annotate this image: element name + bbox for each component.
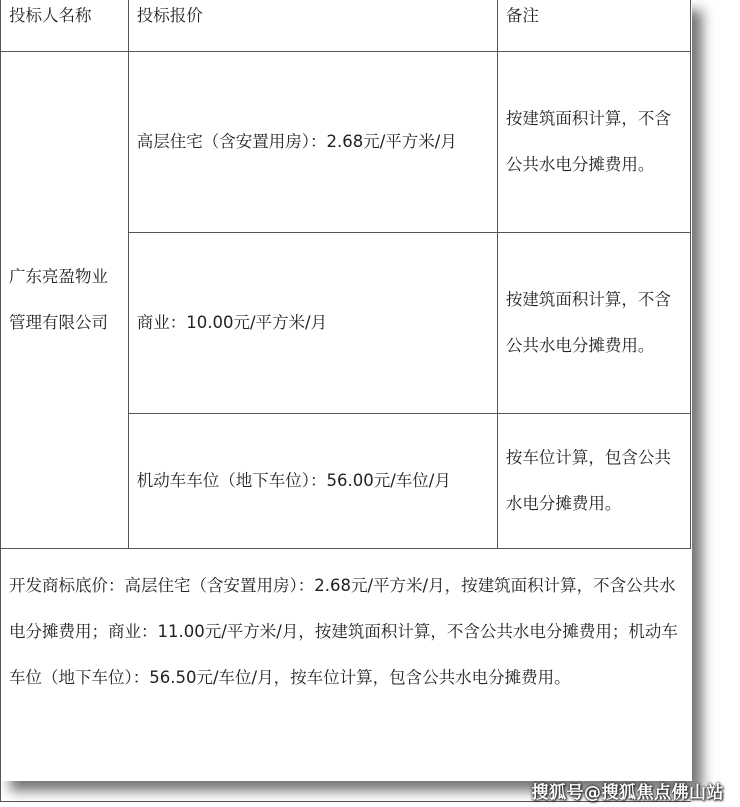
price-residential: 高层住宅（含安置用房）：2.68元/平方米/月 xyxy=(128,52,497,233)
remark-commercial: 按建筑面积计算，不含公共水电分摊费用。 xyxy=(497,233,690,414)
header-row xyxy=(1,0,691,52)
header-price: 投标报价 xyxy=(128,0,497,52)
price-parking: 机动车车位（地下车位）：56.00元/车位/月 xyxy=(128,414,497,549)
price-commercial: 商业：10.00元/平方米/月 xyxy=(128,233,497,414)
header-bidder: 投标人名称 xyxy=(1,0,129,52)
remark-residential: 按建筑面积计算，不含公共水电分摊费用。 xyxy=(497,52,690,233)
developer-base-price: 开发商标底价：高层住宅（含安置用房）：2.68元/平方米/月，按建筑面积计算，不含公共水电分摊费用；商业：11.00元/平方米/月，按建筑面积计算，不含公共水电分摊费用；机动车车位（地下车位）：56.50元/车位/月，按车位计算，包含公共水电分摊费用。 xyxy=(1,549,691,802)
footer-row xyxy=(1,549,691,802)
company-name: 广东亮盈物业管理有限公司 xyxy=(1,52,129,549)
header-remark: 备注 xyxy=(497,0,690,52)
remark-parking: 按车位计算，包含公共水电分摊费用。 xyxy=(497,414,690,549)
watermark: 搜狐号@搜狐焦点佛山站 xyxy=(531,783,724,803)
table-row xyxy=(1,52,691,233)
